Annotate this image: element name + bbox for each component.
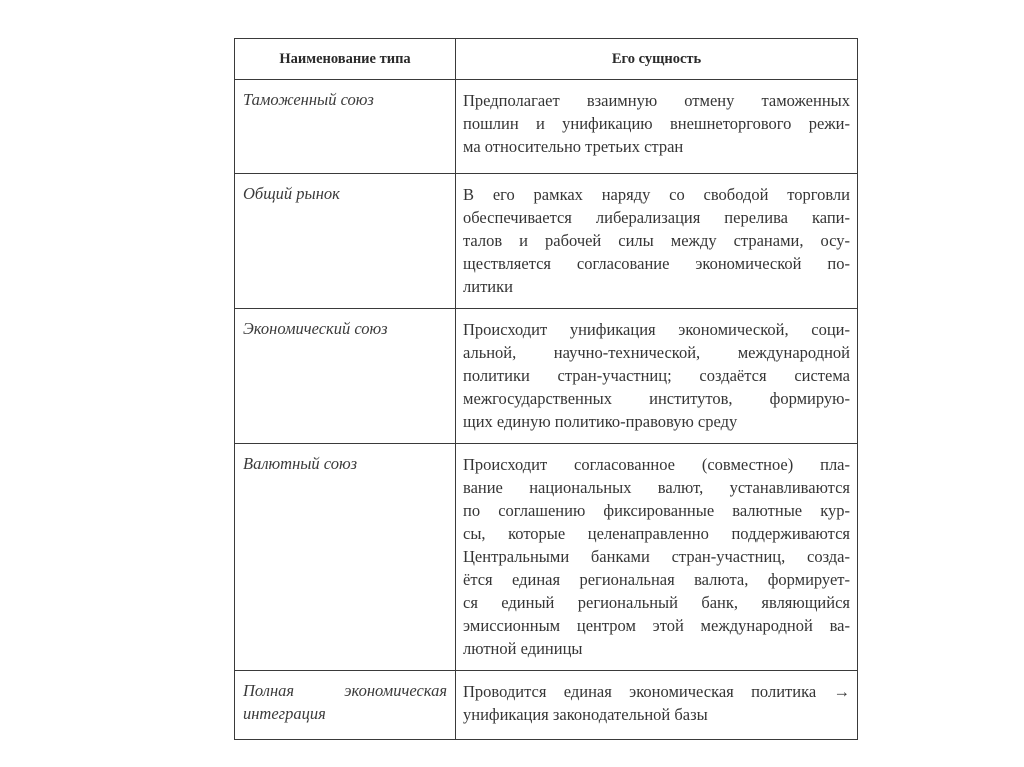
type-name-cell: Общий рынок bbox=[235, 174, 456, 309]
table-row bbox=[235, 80, 858, 174]
description-line: щих единую политико-правовую среду bbox=[463, 412, 738, 431]
description-line: Проводится единая экономическая политика → bbox=[463, 682, 850, 701]
table-row bbox=[235, 174, 858, 309]
type-name-line: интеграция bbox=[243, 704, 326, 723]
description-line: ся единый региональный банк, являющийся bbox=[463, 593, 850, 612]
type-name-cell: Экономический союз bbox=[235, 309, 456, 444]
table-row bbox=[235, 671, 858, 740]
description-line: В его рамках наряду со свободой торговли bbox=[463, 185, 850, 204]
description-line: лютной единицы bbox=[463, 639, 583, 658]
header-essence: Его сущность bbox=[456, 39, 858, 80]
description-line: сы, которые целенаправленно поддерживаются bbox=[463, 524, 850, 543]
description-cell bbox=[456, 174, 858, 309]
header-row bbox=[235, 39, 858, 80]
table-row bbox=[235, 309, 858, 444]
description-line: альной, научно-технической, международной bbox=[463, 343, 850, 362]
description-cell bbox=[456, 80, 858, 174]
description-line: ётся единая региональная валюта, формирует- bbox=[463, 570, 850, 589]
description-line: Центральными банками стран-участниц, созда- bbox=[463, 547, 850, 566]
description-line: литики bbox=[463, 277, 513, 296]
description-line: унификация законодательной базы bbox=[463, 705, 708, 724]
description-line: Происходит согласованное (совместное) пла- bbox=[463, 455, 850, 474]
description-cell bbox=[456, 671, 858, 740]
description-line: пошлин и унификацию внешнеторгового режи- bbox=[463, 114, 850, 133]
description-line: Предполагает взаимную отмену таможенных bbox=[463, 91, 850, 110]
header-type-name: Наименование типа bbox=[235, 39, 456, 80]
description-line: Происходит унификация экономической, соци- bbox=[463, 320, 850, 339]
description-cell bbox=[456, 444, 858, 671]
description-line: ма относительно третьих стран bbox=[463, 137, 684, 156]
type-name-cell bbox=[235, 671, 456, 740]
description-cell bbox=[456, 309, 858, 444]
type-name-cell: Таможенный союз bbox=[235, 80, 456, 174]
type-name-line: Полная экономическая bbox=[243, 681, 447, 700]
description-line: эмиссионным центром этой международной ва- bbox=[463, 616, 850, 635]
description-line: по соглашению фиксированные валютные кур- bbox=[463, 501, 850, 520]
description-line: вание национальных валют, устанавливаются bbox=[463, 478, 850, 497]
description-line: ществляется согласование экономической по- bbox=[463, 254, 850, 273]
description-line: талов и рабочей силы между странами, осу- bbox=[463, 231, 850, 250]
description-line: политики стран-участниц; создаётся система bbox=[463, 366, 850, 385]
description-line: межгосударственных институтов, формирую- bbox=[463, 389, 850, 408]
type-name-cell: Валютный союз bbox=[235, 444, 456, 671]
table-row bbox=[235, 444, 858, 671]
description-line: обеспечивается либерализация перелива капи- bbox=[463, 208, 850, 227]
integration-types-table bbox=[234, 38, 858, 740]
